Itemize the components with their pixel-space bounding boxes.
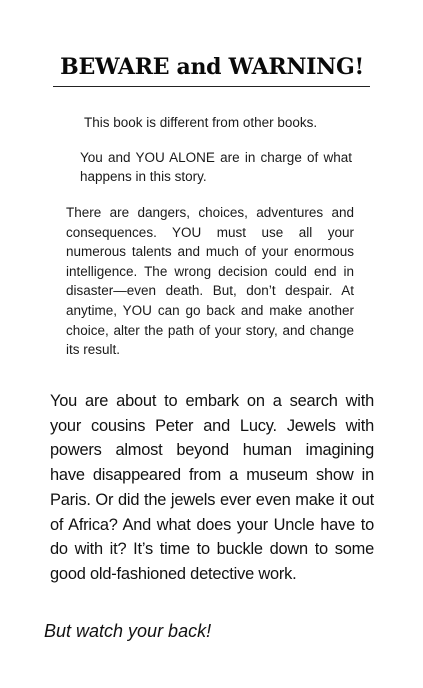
story-summary-paragraph: You are about to embark on a search with your cousins Peter and Lucy. Jewels with powers almost beyond human imagining have disappeared from a museum show in Paris. Or did the jewels ever even make it out of Africa? And what does your Uncle have to do with it? It’s time to buckle down to some good old-fashioned detective work.: [50, 392, 374, 583]
intro-paragraph-2: You and YOU ALONE are in charge of what happens in this story.: [80, 150, 352, 184]
title-underline: [53, 86, 370, 87]
intro-paragraph-3: There are dangers, choices, adventures and consequences. YOU must use all your numerous talents and much of your enormous intelligence. The wrong decision could end in disaster—even death. But, don’t despair. At anytime, YOU can go back and make another choice, alter the path of your story, and change its result.: [66, 205, 354, 358]
page-title: BEWARE and WARNING!: [60, 54, 364, 80]
intro-paragraph-1: This book is different from other books.: [84, 115, 318, 130]
closing-line: But watch your back!: [44, 621, 212, 641]
